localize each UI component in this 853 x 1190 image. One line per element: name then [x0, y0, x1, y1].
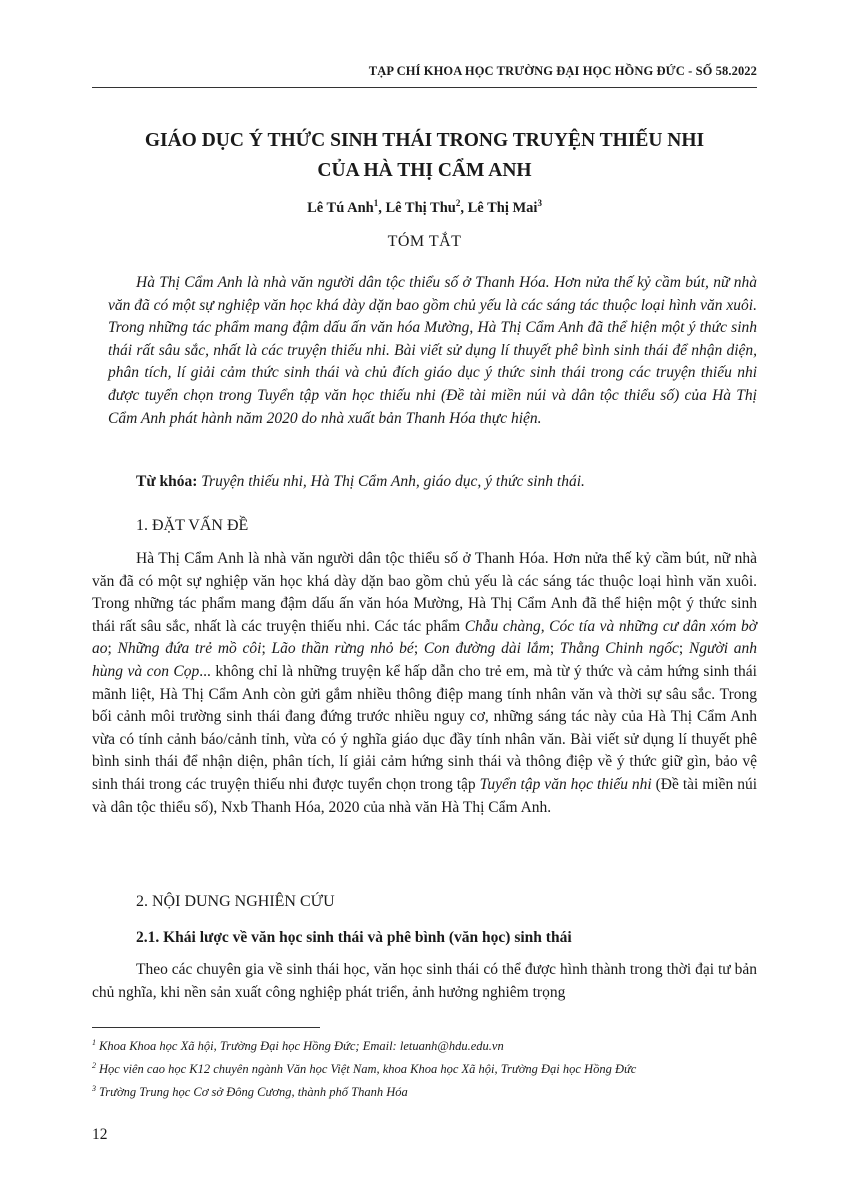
work-title: Lão thần rừng nhỏ bé	[271, 640, 414, 658]
footnote-number: 3	[92, 1084, 96, 1094]
keywords-label: Từ khóa:	[136, 473, 198, 490]
footnote-2	[92, 1056, 757, 1079]
work-separator: ;	[549, 640, 560, 658]
author-separator: ,	[378, 199, 386, 216]
work-title: Người anh hùng và con Cọp	[92, 640, 758, 680]
section-1-paragraph	[92, 548, 757, 819]
title-line-2: CỦA HÀ THỊ CẨM ANH	[317, 160, 532, 181]
subsection-2-1-heading: 2.1. Khái lược về văn học sinh thái và phê bình (văn học) sinh thái	[136, 929, 572, 946]
footnote-number: 2	[92, 1061, 96, 1071]
paragraph-text: (Đề tài miền núi và dân tộc thiểu số), Nxb Thanh Hóa, 2020 của nhà văn Hà Thị Cẩm Anh.	[92, 775, 758, 816]
work-separator: ;	[413, 640, 424, 658]
title-line-1: GIÁO DỤC Ý THỨC SINH THÁI TRONG TRUYỆN THIẾU NHI	[144, 130, 705, 151]
section-2-paragraph: Theo các chuyên gia về sinh thái học, văn học sinh thái có thể được hình thành trong thời đại tư bản chủ nghĩa, khi nền sản xuất công nghiệp phát triển, ảnh hưởng nghiêm trọng	[92, 961, 757, 1001]
author-list	[92, 198, 757, 217]
paragraph-text: Hà Thị Cẩm Anh là nhà văn người dân tộc thiểu số ở Thanh Hóa. Hơn nửa thế kỷ cầm bút, nữ nhà văn đã có một sự nghiệp văn học khá dày dặn bao gồm chủ yếu là các sáng tác thuộc loại hình văn xuôi. Trong những tác phẩm mang đậm dấu ấn văn hóa Mường, Hà Thị Cẩm Anh đã thể hiện một ý thức sinh thái rất sâu sắc, nhất là các truyện thiếu nhi. Các tác phẩm	[92, 550, 757, 635]
keywords-text: Truyện thiếu nhi, Hà Thị Cẩm Anh, giáo dục, ý thức sinh thái.	[201, 473, 585, 490]
footnote-text: Khoa Khoa học Xã hội, Trường Đại học Hồng Đức; Email: letuanh@hdu.edu.vn	[99, 1039, 504, 1054]
footnote-number: 1	[92, 1038, 96, 1047]
footnote-rule	[92, 1027, 320, 1028]
book-title: Tuyển tập văn học thiếu nhi	[479, 775, 652, 793]
author-affiliation-mark: 2	[455, 198, 461, 208]
abstract-text: Hà Thị Cẩm Anh là nhà văn người dân tộc thiểu số ở Thanh Hóa. Hơn nửa thế kỷ cầm bút, nữ nhà văn đã có một sự nghiệp văn học khá dày dặn bao gồm chủ yếu là các sáng tác thuộc loại hình văn xuôi. Trong những tác phẩm mang đậm dấu ấn văn hóa Mường, Hà Thị Cẩm Anh đã thể hiện một ý thức sinh thái rất sâu sắc, nhất là các truyện thiếu nhi. Bài viết sử dụng lí thuyết phê bình sinh thái để nhận diện, phân tích, lí giải cảm thức sinh thái và chủ đích giáo dục ý thức sinh thái trong các truyện thiếu nhi được tuyển chọn trong Tuyển tập văn học thiếu nhi (Đề tài miền núi và dân tộc thiểu số) của Hà Thị Cẩm Anh phát hành năm 2020 do nhà xuất bản Thanh Hóa thực hiện.	[108, 274, 757, 427]
header-rule	[92, 87, 757, 88]
paragraph-text: ... không chỉ là những truyện kể hấp dẫn cho trẻ em, mà từ ý thức và cảm hứng sinh thái mãnh liệt, Hà Thị Cẩm Anh còn gửi gắm nhiều thông điệp mang tính nhân văn và thời sự sâu sắc. Trong bối cảnh môi trường sinh thái đang đứng trước nhiều nguy cơ, những sáng tác này của Hà Thị Cẩm Anh vừa có tính cảnh báo/cảnh tỉnh, vừa có ý nghĩa giáo dục đầy tính nhân văn. Bài viết sử dụng lí thuyết phê bình sinh thái để nhận diện, phân tích, lí giải cảm hứng sinh thái và thông điệp về ý thức giữ gìn, bảo vệ sinh thái trong các truyện thiếu nhi được tuyển chọn trong tập	[92, 662, 757, 793]
running-head: TẠP CHÍ KHOA HỌC TRƯỜNG ĐẠI HỌC HỒNG ĐỨC - SỐ 58.2022	[368, 64, 757, 78]
author-affiliation-mark: 3	[537, 198, 542, 208]
page-number: 12	[92, 1126, 108, 1143]
work-title: Những đứa trẻ mồ côi	[117, 640, 262, 658]
author-separator: ,	[460, 199, 468, 216]
author-affiliation-mark: 1	[373, 198, 379, 208]
section-1-heading: 1. ĐẶT VẤN ĐỀ	[136, 517, 249, 534]
section-2-heading: 2. NỘI DUNG NGHIÊN CỨU	[136, 893, 335, 910]
footnote-text: Trường Trung học Cơ sở Đông Cương, thành phố Thanh Hóa	[99, 1085, 408, 1100]
footnote-3	[92, 1079, 757, 1102]
article-title	[92, 126, 757, 186]
work-title: Thằng Chinh ngốc	[559, 640, 679, 658]
keywords	[136, 473, 757, 491]
work-title: Con đường dài lắm	[423, 640, 550, 658]
abstract-heading: TÓM TẮT	[387, 233, 462, 250]
footnote-text: Học viên cao học K12 chuyên ngành Văn học Việt Nam, khoa Khoa học Xã hội, Trường Đại học Hồng Đức	[99, 1062, 637, 1077]
footnote-1	[92, 1033, 757, 1056]
work-separator: ;	[678, 640, 689, 658]
author-name: Lê Thị Thu	[385, 199, 456, 216]
work-separator: ;	[107, 640, 118, 658]
work-title: Chẫu chàng, Cóc tía và những cư dân xóm bờ ao	[92, 617, 757, 658]
work-separator: ;	[261, 640, 272, 658]
footnotes	[92, 1033, 757, 1102]
author-name: Lê Thị Mai	[467, 199, 538, 216]
author-name: Lê Tú Anh	[307, 199, 374, 216]
